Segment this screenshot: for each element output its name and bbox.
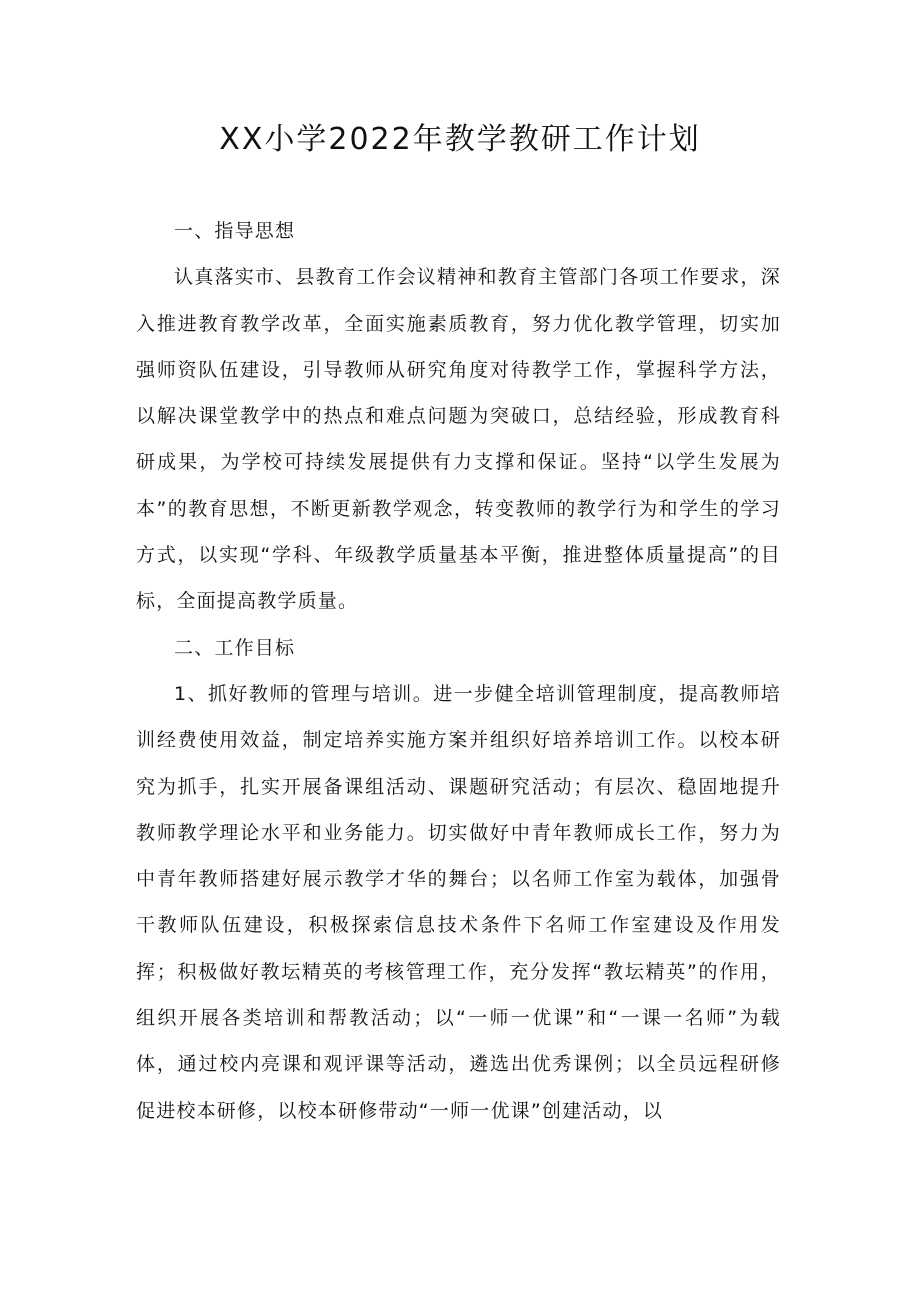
paragraph-guiding-ideology: 认真落实市、县教育工作会议精神和教育主管部门各项工作要求，深入推进教育教学改革，全面实施素质教育，努力优化教学管理，切实加强师资队伍建设，引导教师从研究角度对待教学工作，掌握科学方法，以解决课堂教学中的热点和难点问题为突破口，总结经验，形成教育科研成果，为学校可持续发展提供有力支撑和保证。坚持“以学生发展为本”的教育思想，不断更新教学观念，转变教师的教学行为和学生的学习方式，以实现“学科、年级教学质量基本平衡，推进整体质量提高”的目标，全面提高教学质量。 — [136, 266, 781, 613]
document-body — [136, 208, 781, 1134]
document-title: XX小学2022年教学教研工作计划 — [219, 122, 701, 157]
section-heading-work-goals: 二、工作目标 — [174, 636, 296, 659]
section-heading-guiding-ideology: 一、指导思想 — [174, 220, 296, 242]
paragraph-work-goals: 1、抓好教师的管理与培训。进一步健全培训管理制度，提高教师培训经费使用效益，制定培养实施方案并组织好培养培训工作。以校本研究为抓手，扎实开展备课组活动、课题研究活动；有层次、稳固地提升教师教学理论水平和业务能力。切实做好中青年教师成长工作，努力为中青年教师搭建好展示教学才华的舞台；以名师工作室为载体，加强骨干教师队伍建设，积极探索信息技术条件下名师工作室建设及作用发挥；积极做好教坛精英的考核管理工作，充分发挥“教坛精英”的作用，组织开展各类培训和帮教活动；以“一师一优课”和“一课一名师”为载体，通过校内亮课和观评课等活动，遴选出优秀课例；以全员远程研修促进校本研修，以校本研修带动“一师一优课”创建活动，以 — [136, 682, 781, 1122]
